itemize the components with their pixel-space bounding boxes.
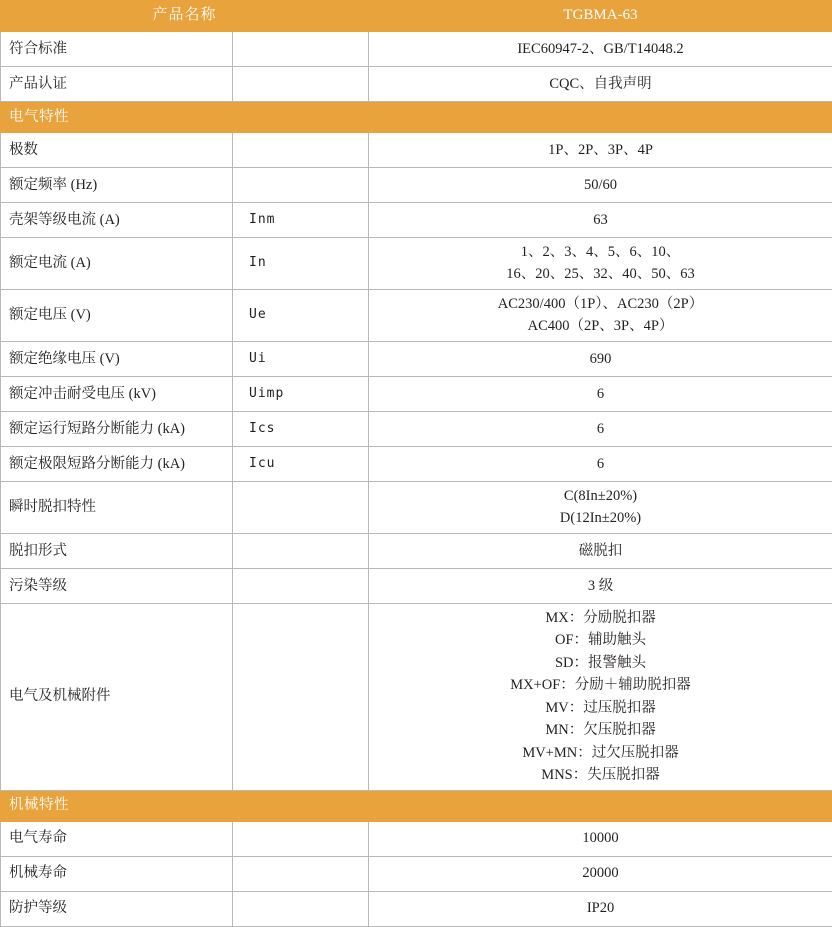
table-row [1,203,832,238]
row-label: 额定频率 (Hz) [1,168,233,203]
spec-table-body [1,1,832,927]
row-label: 额定极限短路分断能力 (kA) [1,446,233,481]
row-label: 电气寿命 [1,821,233,856]
row-label: 符合标准 [1,32,233,67]
row-symbol [233,856,369,891]
table-row [1,32,832,67]
row-symbol: In [233,238,369,290]
table-row [1,446,832,481]
row-label: 电气及机械附件 [1,603,233,790]
row-value-line: MX+OF：分励＋辅助脱扣器 [369,674,832,696]
row-value-line: AC230/400（1P）、AC230（2P） [369,293,832,315]
row-label: 防护等级 [1,891,233,926]
row-symbol [233,891,369,926]
row-value: 63 [369,203,832,238]
table-row [1,133,832,168]
row-symbol [233,481,369,533]
table-row [1,481,832,533]
row-symbol [233,168,369,203]
row-label: 产品认证 [1,67,233,102]
row-value-line: MX：分励脱扣器 [369,607,832,629]
row-value: CQC、自我声明 [369,67,832,102]
row-label: 额定运行短路分断能力 (kA) [1,411,233,446]
row-value: 3 级 [369,568,832,603]
row-value-line: AC400（2P、3P、4P） [369,315,832,337]
section-header-electrical [1,102,832,133]
table-header-row [1,1,832,32]
row-label: 额定电流 (A) [1,238,233,290]
row-symbol: Ue [233,289,369,341]
row-symbol [233,603,369,790]
table-row [1,238,832,290]
row-value: 10000 [369,821,832,856]
row-label: 瞬时脱扣特性 [1,481,233,533]
table-row [1,168,832,203]
row-value-line: MV+MN：过欠压脱扣器 [369,742,832,764]
table-row [1,376,832,411]
section-title: 机械特性 [1,790,832,821]
row-symbol [233,133,369,168]
row-label: 污染等级 [1,568,233,603]
row-value [369,238,832,290]
table-row [1,891,832,926]
row-value [369,289,832,341]
row-value-line: SD：报警触头 [369,652,832,674]
table-row [1,856,832,891]
row-value-line: C(8In±20%) [369,485,832,507]
table-row [1,341,832,376]
row-symbol: Icu [233,446,369,481]
row-value: 690 [369,341,832,376]
header-product-name: 产品名称 [1,1,369,32]
row-value-line: MN：欠压脱扣器 [369,719,832,741]
row-value-line: OF：辅助触头 [369,629,832,651]
table-row [1,821,832,856]
row-value-line: MV：过压脱扣器 [369,697,832,719]
table-row [1,533,832,568]
row-label: 壳架等级电流 (A) [1,203,233,238]
row-symbol: Uimp [233,376,369,411]
row-symbol: Ics [233,411,369,446]
row-label: 额定绝缘电压 (V) [1,341,233,376]
section-header-mechanical [1,790,832,821]
row-value: 20000 [369,856,832,891]
row-label: 额定冲击耐受电压 (kV) [1,376,233,411]
row-label: 极数 [1,133,233,168]
row-symbol [233,32,369,67]
table-row [1,67,832,102]
table-row [1,568,832,603]
row-value: IP20 [369,891,832,926]
row-value: 6 [369,411,832,446]
row-label: 脱扣形式 [1,533,233,568]
row-value-line: D(12In±20%) [369,507,832,529]
row-symbol [233,67,369,102]
row-value: 6 [369,446,832,481]
row-value: 1P、2P、3P、4P [369,133,832,168]
row-value: 6 [369,376,832,411]
row-label: 机械寿命 [1,856,233,891]
row-value [369,603,832,790]
table-row-accessories [1,603,832,790]
row-value: 50/60 [369,168,832,203]
row-symbol: Inm [233,203,369,238]
row-symbol [233,533,369,568]
row-value-line: 16、20、25、32、40、50、63 [369,263,832,285]
row-symbol [233,821,369,856]
row-label: 额定电压 (V) [1,289,233,341]
row-value-line: MNS：失压脱扣器 [369,764,832,786]
header-product-model: TGBMA-63 [369,1,832,32]
row-value: 磁脱扣 [369,533,832,568]
table-row [1,411,832,446]
row-symbol: Ui [233,341,369,376]
table-row [1,289,832,341]
row-value: IEC60947-2、GB/T14048.2 [369,32,832,67]
row-value [369,481,832,533]
row-symbol [233,568,369,603]
section-title: 电气特性 [1,102,832,133]
row-value-line: 1、2、3、4、5、6、10、 [369,241,832,263]
